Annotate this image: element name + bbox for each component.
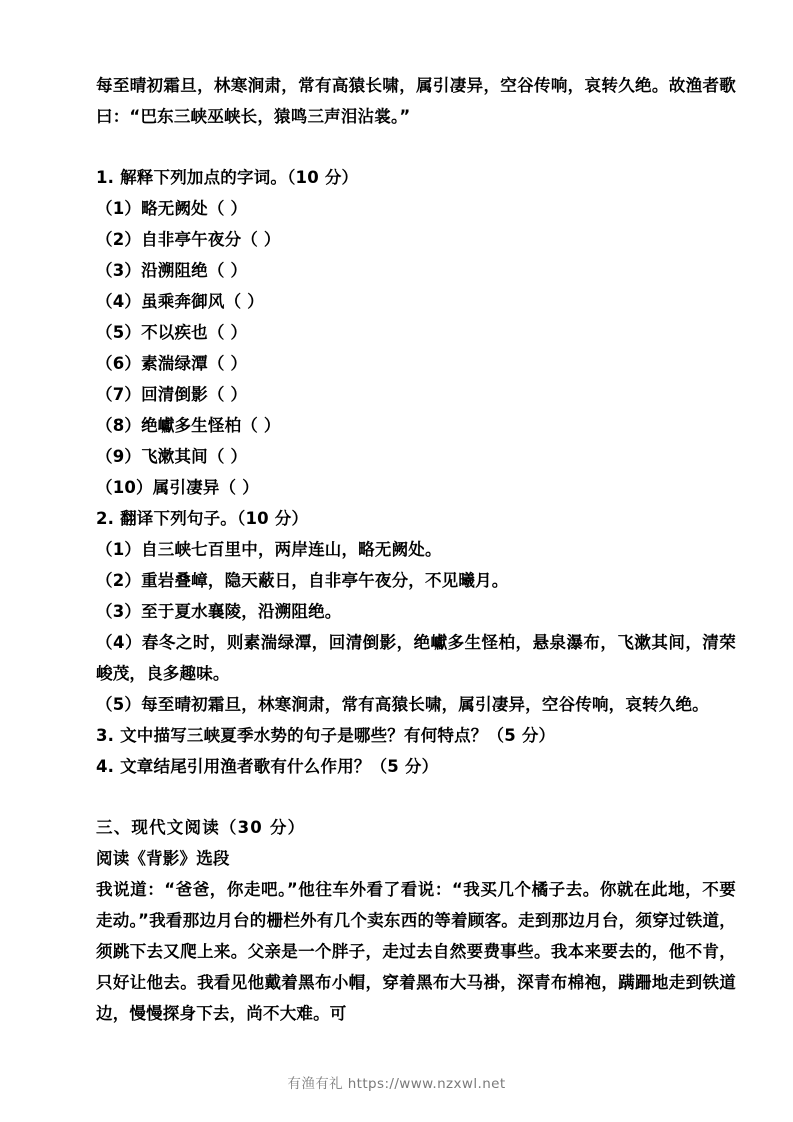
question-1-item-2: （2）自非亭午夜分（ ）	[96, 230, 281, 249]
question-4: 4. 文章结尾引用渔者歌有什么作用？（5 分）	[96, 757, 439, 776]
question-2-item-4: （4）春冬之时，则素湍绿潭，回清倒影，绝巘多生怪柏，悬泉瀑布，飞漱其间，清荣峻茂，良多趣味。	[96, 633, 736, 683]
footer-watermark: 有渔有礼 https://www.nzxwl.net	[287, 1076, 506, 1092]
spacer	[96, 132, 736, 162]
question-2-item-1: （1）自三峡七百里中，两岸连山，略无阙处。	[96, 540, 442, 559]
reading-paragraph: 我说道：“爸爸，你走吧。”他往车外看了看说：“我买几个橘子去。你就在此地，不要走动。”我看那边月台的栅栏外有几个卖东西的等着顾客。走到那边月台，须穿过铁道，须跳下去又爬上来。父亲是一个胖子，走过去自然要费事些。我本来要去的，他不肯，只好让他去。我看见他戴着黑布小帽，穿着黑布大马褂，深青布棉袍，蹒跚地走到铁道边，慢慢探身下去，尚不大难。可	[96, 880, 736, 1023]
question-2-item-2: （2）重岩叠嶂，隐天蔽日，自非亭午夜分，不见曦月。	[96, 571, 509, 590]
question-1-item-7: （7）回清倒影（ ）	[96, 385, 248, 404]
question-1-title: 1. 解释下列加点的字词。（10 分）	[96, 168, 359, 187]
question-1-item-9: （9）飞漱其间（ ）	[96, 447, 248, 466]
question-1-item-10: （10）属引凄异（ ）	[96, 478, 259, 497]
question-1-item-1: （1）略无阙处（ ）	[96, 199, 248, 218]
opening-paragraph: 每至晴初霜旦，林寒涧肃，常有高猿长啸，属引凄异，空谷传响，哀转久绝。故渔者歌曰：“巴东三峡巫峡长，猿鸣三声泪沾裳。”	[96, 76, 736, 126]
section-three-title: 三、现代文阅读（30 分）	[96, 818, 306, 837]
question-2-title: 2. 翻译下列句子。（10 分）	[96, 509, 309, 528]
reading-subtitle: 阅读《背影》选段	[96, 849, 230, 868]
spacer	[96, 782, 736, 812]
question-3: 3. 文中描写三峡夏季水势的句子是哪些？有何特点？（5 分）	[96, 726, 556, 745]
question-1-item-6: （6）素湍绿潭（ ）	[96, 354, 248, 373]
question-1-item-3: （3）沿溯阻绝（ ）	[96, 261, 248, 280]
question-1-item-8: （8）绝巘多生怪柏（ ）	[96, 416, 281, 435]
question-1-item-4: （4）虽乘奔御风（ ）	[96, 292, 264, 311]
question-2-item-5: （5）每至晴初霜旦，林寒涧肃，常有高猿长啸，属引凄异，空谷传响，哀转久绝。	[96, 695, 709, 714]
question-2-item-3: （3）至于夏水襄陵，沿溯阻绝。	[96, 602, 342, 621]
question-1-item-5: （5）不以疾也（ ）	[96, 323, 248, 342]
document-body	[96, 70, 736, 1029]
